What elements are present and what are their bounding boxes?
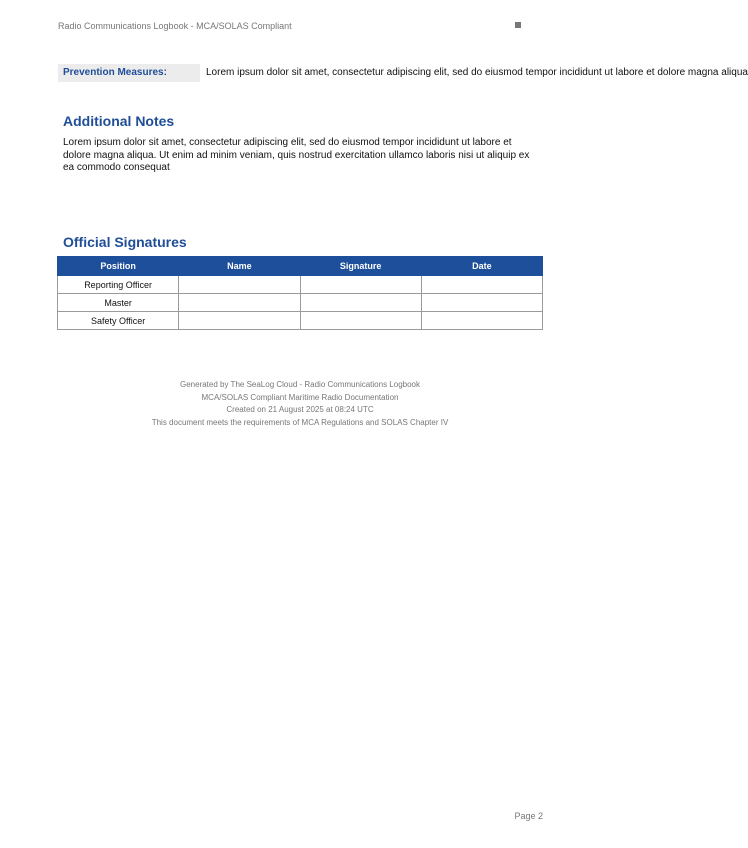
column-header-name: Name [179, 257, 300, 276]
column-header-position: Position [58, 257, 179, 276]
additional-notes-title: Additional Notes [63, 113, 175, 129]
column-header-signature: Signature [300, 257, 421, 276]
footer-created-on: Created on 21 August 2025 at 08:24 UTC [226, 405, 374, 414]
footer-generated-by: Generated by The SeaLog Cloud - Radio Communications Logbook [180, 380, 420, 389]
page-number: Page 2 [514, 811, 543, 821]
official-signatures-title: Official Signatures [63, 234, 187, 250]
signature-cell [300, 294, 421, 312]
position-cell: Safety Officer [58, 312, 179, 330]
header-title: Radio Communications Logbook - MCA/SOLAS Compliant [58, 21, 292, 31]
signature-cell [300, 312, 421, 330]
prevention-measures-row [58, 64, 748, 82]
table-row [58, 276, 543, 294]
page-header [58, 19, 524, 33]
name-cell [179, 294, 300, 312]
date-cell [421, 294, 542, 312]
footer-requirements: This document meets the requirements of MCA Regulations and SOLAS Chapter IV [151, 417, 449, 427]
date-cell [421, 276, 542, 294]
prevention-measures-label: Prevention Measures: [58, 64, 200, 82]
column-header-date: Date [421, 257, 542, 276]
position-cell: Reporting Officer [58, 276, 179, 294]
additional-notes-body: Lorem ipsum dolor sit amet, consectetur adipiscing elit, sed do eiusmod tempor incididunt ut labore et dolore magna aliqua. Ut enim ad minim veniam, quis nostrud exercitation ullamco laboris nisi ut aliquip ex ea commodo consequat [63, 137, 530, 173]
document-footer [0, 379, 600, 429]
date-cell [421, 312, 542, 330]
signature-cell [300, 276, 421, 294]
footer-compliance: MCA/SOLAS Compliant Maritime Radio Documentation [201, 392, 399, 402]
signatures-header-row [58, 257, 543, 276]
signatures-table [57, 256, 543, 330]
table-row [58, 312, 543, 330]
table-row [58, 294, 543, 312]
square-icon [515, 22, 521, 28]
name-cell [179, 276, 300, 294]
prevention-measures-value: Lorem ipsum dolor sit amet, consectetur adipiscing elit, sed do eiusmod tempor incididunt ut labore et dolore magna aliqua [206, 67, 748, 78]
name-cell [179, 312, 300, 330]
position-cell: Master [58, 294, 179, 312]
